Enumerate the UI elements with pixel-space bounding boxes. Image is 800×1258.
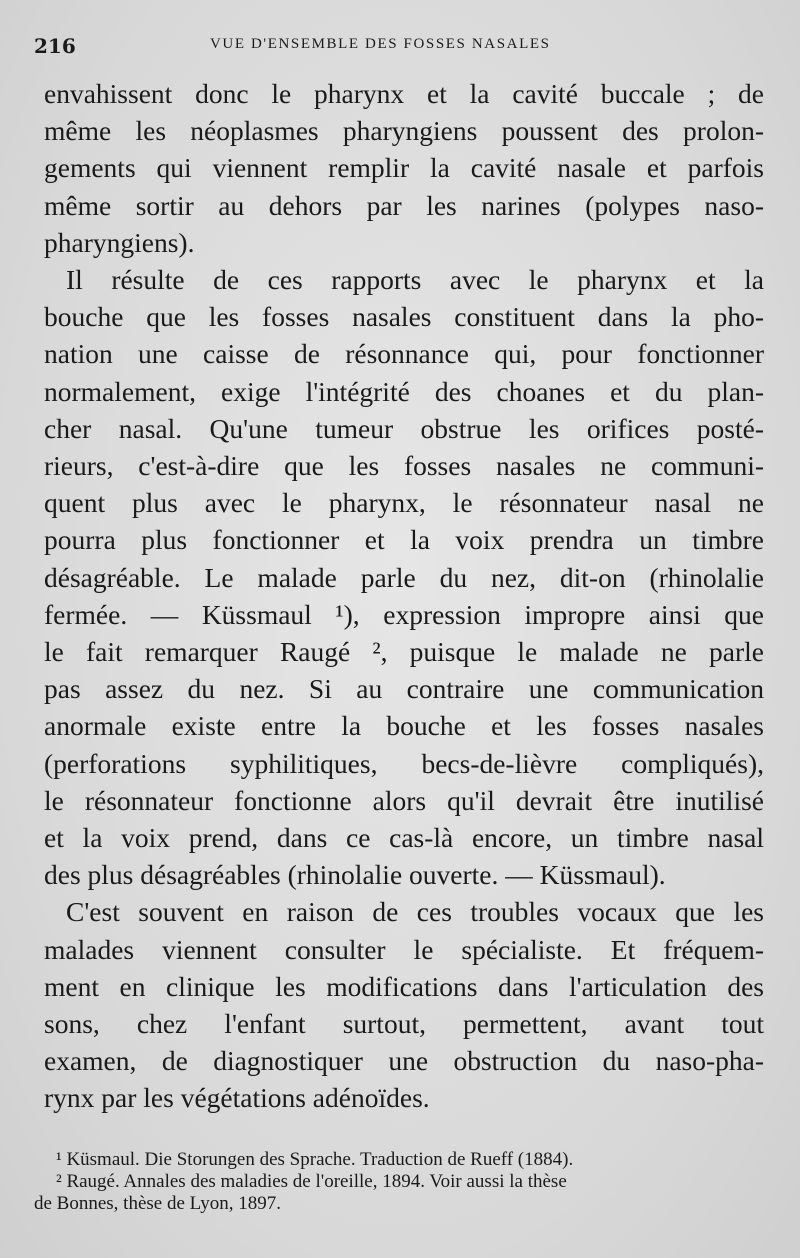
footnote-2: ² Raugé. Annales des maladies de l'oreille, 1894. Voir aussi la thèse [56, 1171, 567, 1192]
body-line: C'est souvent en raison de ces troubles vocaux que les [66, 896, 764, 928]
body-line: envahissent donc le pharynx et la cavité buccale ; de [44, 78, 764, 109]
body-line: ment en clinique les modifications dans l'articulation des [44, 970, 764, 1002]
body-line: nation une caisse de résonnance qui, pour fonctionner [44, 338, 764, 370]
footnotes [34, 1149, 754, 1215]
body-line: et la voix prend, dans ce cas-là encore, un timbre nasal [44, 822, 764, 854]
body-line: le fait remarquer Raugé ², puisque le malade ne parle [44, 636, 764, 668]
body-line: désagréable. Le malade parle du nez, dit-on (rhinolalie [44, 561, 764, 593]
body-line: (perforations syphilitiques, becs-de-lièvre compliqués), [44, 747, 764, 779]
body-line: même sortir au dehors par les narines (polypes naso- [44, 189, 764, 221]
body-line: quent plus avec le pharynx, le résonnateur nasal ne [44, 487, 764, 519]
body-line: rieurs, c'est-à-dire que les fosses nasales ne communi- [44, 450, 764, 482]
body-line: fermée. — Küssmaul ¹), expression impropre ainsi que [44, 598, 764, 630]
body-line: normalement, exige l'intégrité des choanes et du plan- [44, 375, 764, 407]
body-line: anormale existe entre la bouche et les fosses nasales [44, 710, 764, 742]
body-line: cher nasal. Qu'une tumeur obstrue les orifices posté- [44, 412, 764, 444]
body-line: rynx par les végétations adénoïdes. [44, 1082, 430, 1114]
footnote-1: ¹ Küsmaul. Die Storungen des Sprache. Traduction de Rueff (1884). [56, 1149, 574, 1170]
body-line: pourra plus fonctionner et la voix prendra un timbre [44, 524, 764, 556]
body-line: le résonnateur fonctionne alors qu'il devrait être inutilisé [44, 784, 764, 816]
body-line: malades viennent consulter le spécialiste. Et fréquem- [44, 933, 764, 965]
body-line: des plus désagréables (rhinolalie ouverte. — Küssmaul). [44, 859, 666, 891]
body-line: gements qui viennent remplir la cavité nasale et parfois [44, 152, 764, 184]
body-line: sons, chez l'enfant surtout, permettent, avant tout [44, 1008, 764, 1040]
running-head: VUE D'ENSEMBLE DES FOSSES NASALES [210, 36, 551, 52]
body-line: examen, de diagnostiquer une obstruction du naso-pha- [44, 1045, 764, 1077]
body-line: même les néoplasmes pharyngiens poussent des prolon- [44, 115, 764, 147]
body-line: bouche que les fosses nasales constituent dans la pho- [44, 301, 764, 333]
body-text [44, 75, 764, 1117]
page-number: 216 [34, 34, 76, 58]
body-line: Il résulte de ces rapports avec le pharynx et la [66, 264, 764, 296]
body-line: pharyngiens). [44, 226, 195, 258]
footnote-2-continued: de Bonnes, thèse de Lyon, 1897. [34, 1193, 281, 1214]
page-header [34, 30, 764, 64]
body-line: pas assez du nez. Si au contraire une communication [44, 673, 764, 705]
